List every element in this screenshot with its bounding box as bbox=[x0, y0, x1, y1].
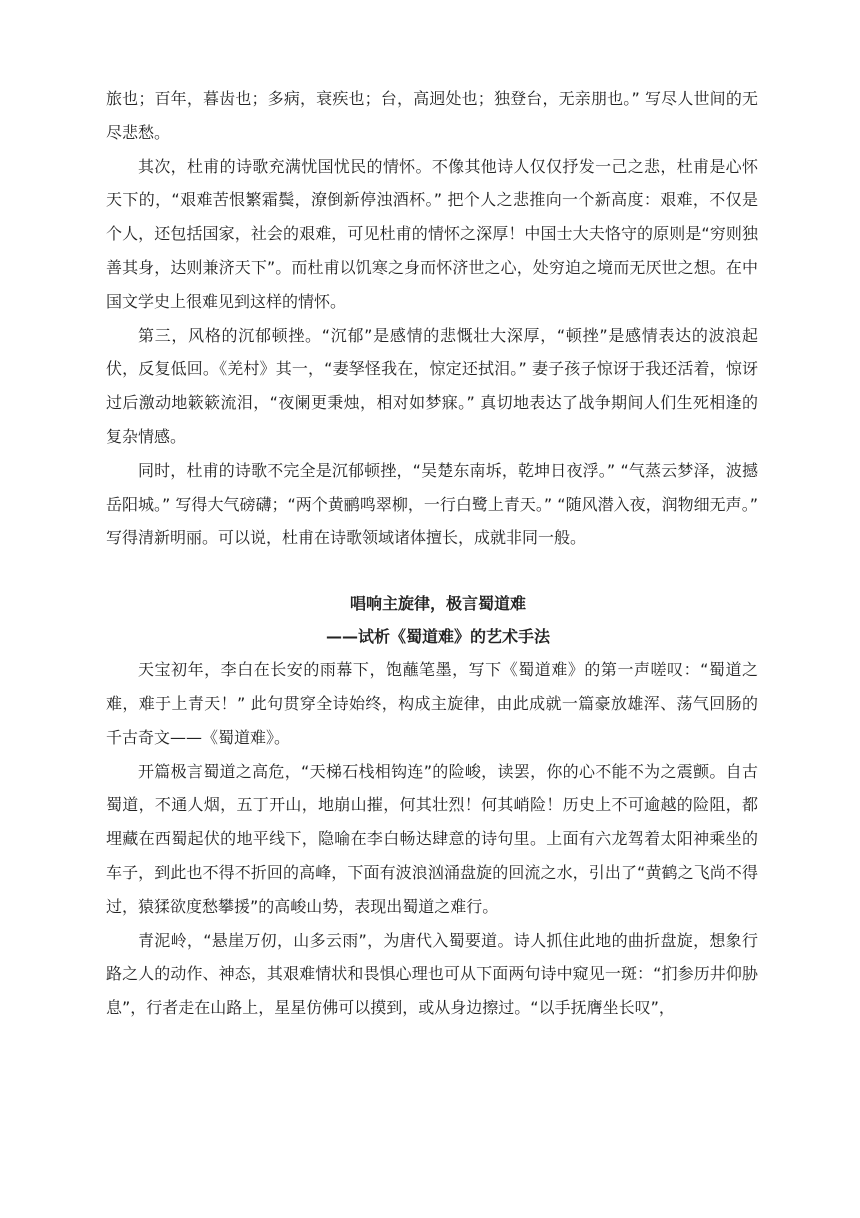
paragraph-style: 第三，风格的沉郁顿挫。“沉郁”是感情的悲慨壮大深厚，“顿挫”是感情表达的波浪起伏，反复低回。《羌村》其一，“妻孥怪我在，惊定还拭泪。” 妻子孩子惊讶于我还活着，惊讶过后激动地簌簌流泪，“夜阑更秉烛，相对如梦寐。” 真切地表达了战争期间人们生死相逢的复杂情感。 bbox=[106, 325, 758, 446]
essay-du-fu-continued bbox=[106, 82, 758, 555]
paragraph-height: 开篇极言蜀道之高危，“天梯石栈相钩连”的险峻，读罢，你的心不能不为之震颤。自古蜀道，不通人烟，五丁开山，地崩山摧，何其壮烈！何其峭险！历史上不可逾越的险阻，都埋藏在西蜀起伏的地平线下，隐喻在李白畅达肆意的诗句里。上面有六龙驾着太阳神乘坐的车子，到此也不得不折回的高峰，下面有波浪汹涌盘旋的回流之水，引出了“黄鹤之飞尚不得过，猿猱欲度愁攀援”的高峻山势，表现出蜀道之难行。 bbox=[106, 761, 758, 916]
paragraph-compassion: 其次，杜甫的诗歌充满忧国忧民的情怀。不像其他诗人仅仅抒发一己之悲，杜甫是心怀天下的，“艰难苦恨繁霜鬓，潦倒新停浊酒杯。” 把个人之悲推向一个新高度：艰难，不仅是个人，还包括国家，社会的艰难，可见杜甫的情怀之深厚！中国士大夫恪守的原则是“穷则独善其身，达则兼济天下”。而杜甫以饥寒之身而怀济世之心，处穷迫之境而无厌世之想。在中国文学史上很难见到这样的情怀。 bbox=[106, 156, 758, 311]
essay-shu-dao-nan bbox=[106, 587, 758, 1025]
paragraph-continuation: 旅也；百年，暮齿也；多病，衰疾也；台，高迥处也；独登台，无亲朋也。” 写尽人世间的无尽悲愁。 bbox=[106, 89, 758, 142]
essay-title: 唱响主旋律，极言蜀道难 bbox=[349, 594, 526, 614]
paragraph-qingni-ridge: 青泥岭，“悬崖万仞，山多云雨”，为唐代入蜀要道。诗人抓住此地的曲折盘旋，想象行路之人的动作、神态，其艰难情状和畏惧心理也可从下面两句诗中窥见一斑：“扪参历井仰胁息”，行者走在山路上，星星仿佛可以摸到，或从身边擦过。“以手抚膺坐长叹”， bbox=[106, 930, 758, 1018]
paragraph-intro: 天宝初年，李白在长安的雨幕下，饱蘸笔墨，写下《蜀道难》的第一声嗟叹：“蜀道之难，难于上青天！” 此句贯穿全诗始终，构成主旋律，由此成就一篇豪放雄浑、荡气回肠的千古奇文——《蜀道难》。 bbox=[106, 660, 758, 747]
paragraph-versatility: 同时，杜甫的诗歌不完全是沉郁顿挫，“吴楚东南坼，乾坤日夜浮。” “气蒸云梦泽，波撼岳阳城。” 写得大气磅礴；“两个黄鹂鸣翠柳，一行白鹭上青天。” “随风潜入夜，润物细无声。” 写得清新明丽。可以说，杜甫在诗歌领域诸体擅长，成就非同一般。 bbox=[106, 460, 758, 548]
essay-subtitle: ——试析《蜀道难》的艺术手法 bbox=[325, 627, 550, 647]
